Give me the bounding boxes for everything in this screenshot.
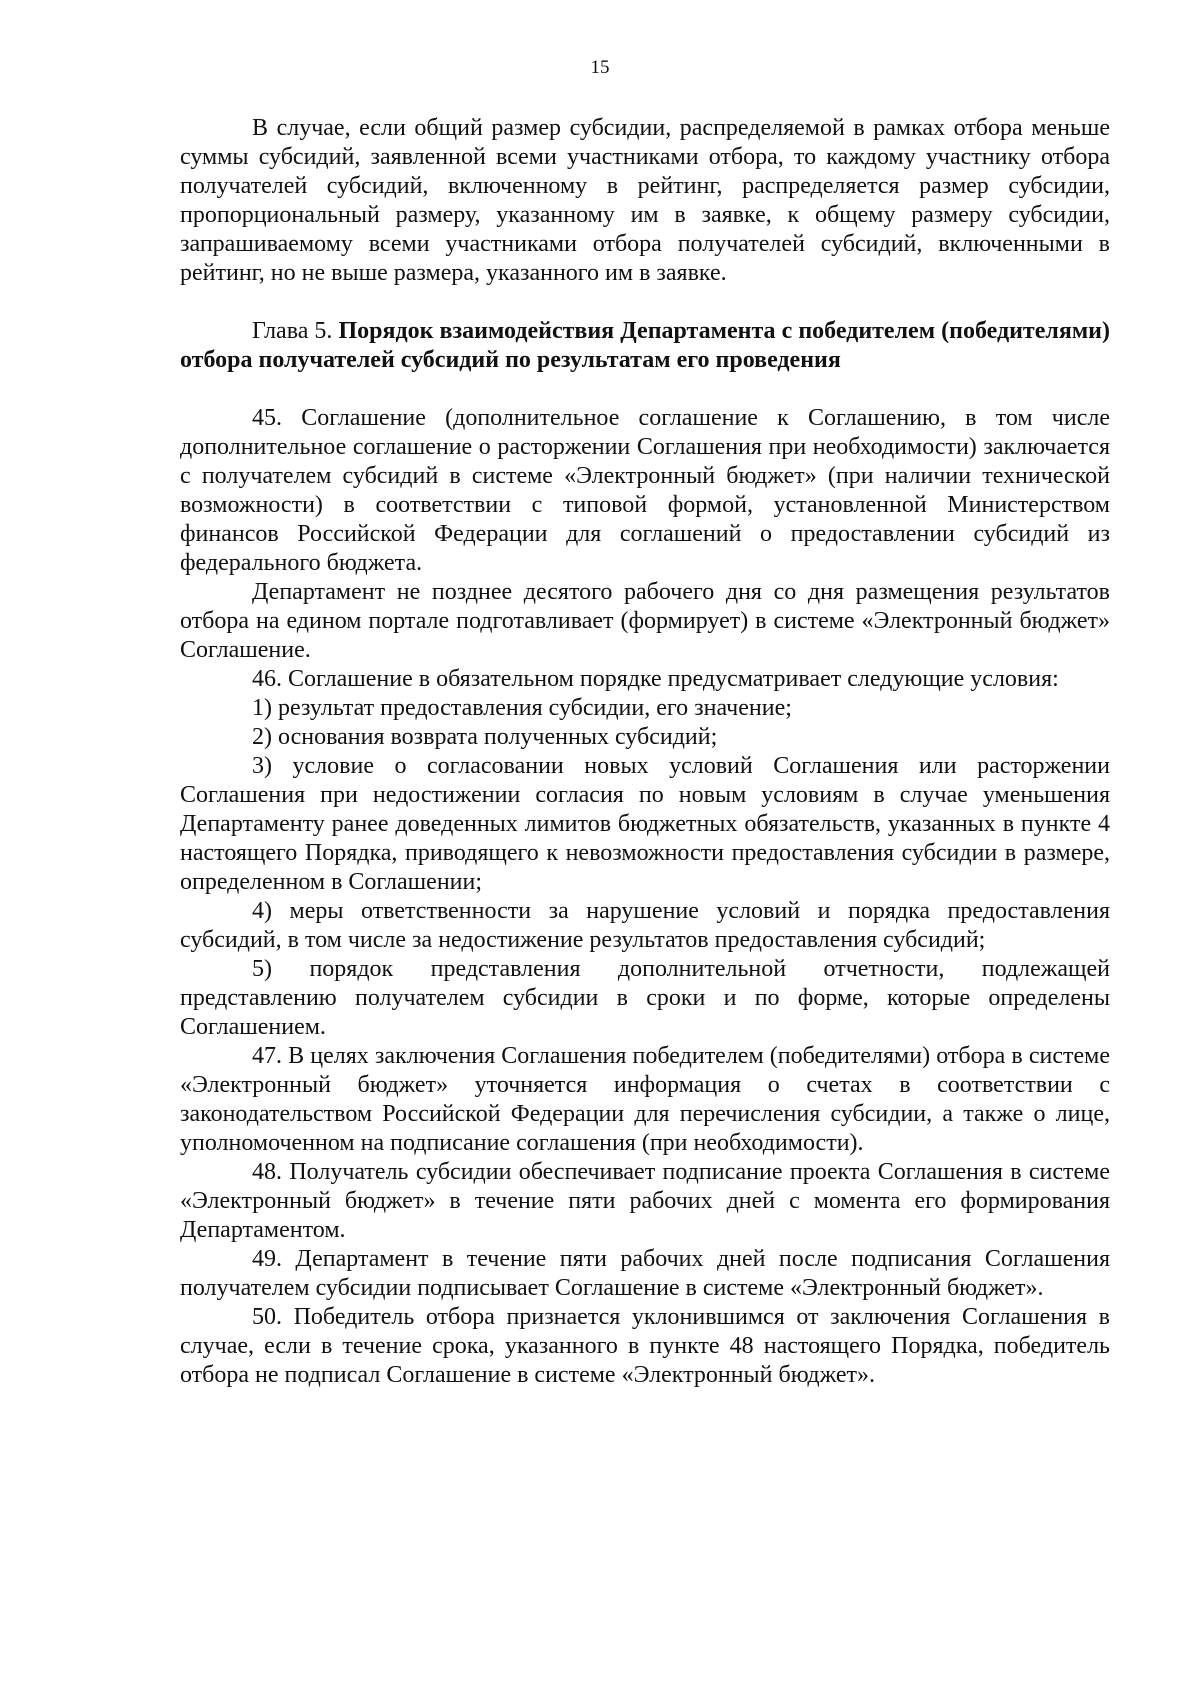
paragraph-50: 50. Победитель отбора признается уклонившимся от заключения Соглашения в случае, если в течение срока, указанного в пункте 48 настоящего Порядка, победитель отбора не подписал Соглашение в системе «Электронный бюджет». (180, 1304, 1110, 1388)
paragraph-47: 47. В целях заключения Соглашения победителем (победителями) отбора в системе «Электронный бюджет» уточняется информация о счетах в соответствии с законодательством Российской Федерации для перечисления субсидии, а также о лице, уполномоченном на подписание соглашения (при необходимости). (180, 1043, 1110, 1156)
paragraph-intro: В случае, если общий размер субсидии, распределяемой в рамках отбора меньше суммы субсидий, заявленной всеми участниками отбора, то каждому участнику отбора получателей субсидий, включенному в рейтинг, распределяется размер субсидии, пропорциональный размеру, указанному им в заявке, к общему размеру субсидии, запрашиваемому всеми участниками отбора получателей субсидий, включенными в рейтинг, но не выше размера, указанного им в заявке. (180, 115, 1110, 286)
paragraph-46: 46. Соглашение в обязательном порядке предусматривает следующие условия: (252, 666, 1059, 692)
list-item-46-1: 1) результат предоставления субсидии, его значение; (252, 695, 792, 721)
chapter-prefix: Глава 5. (252, 318, 339, 344)
chapter-heading (180, 317, 1110, 375)
list-item-46-5: 5) порядок представления дополнительной отчетности, подлежащей представлению получателем субсидии в сроки и по форме, которые определены Соглашением. (180, 956, 1110, 1040)
page-number: 15 (590, 57, 610, 78)
paragraph-45: 45. Соглашение (дополнительное соглашение к Соглашению, в том числе дополнительное соглашение о расторжении Соглашения при необходимости) заключается с получателем субсидий в системе «Электронный бюджет» (при наличии технической возможности) в соответствии с типовой формой, установленной Министерством финансов Российской Федерации для соглашений о предоставлении субсидий из федерального бюджета. (180, 405, 1110, 576)
paragraph-45-2: Департамент не позднее десятого рабочего дня со дня размещения результатов отбора на едином портале подготавливает (формирует) в системе «Электронный бюджет» Соглашение. (180, 579, 1110, 663)
document-body (180, 114, 1110, 1390)
paragraph-49: 49. Департамент в течение пяти рабочих дней после подписания Соглашения получателем субсидии подписывает Соглашение в системе «Электронный бюджет». (180, 1246, 1110, 1301)
chapter-title: Порядок взаимодействия Департамента с победителем (победителями) отбора получателей субсидий по результатам его проведения (180, 318, 1110, 373)
list-item-46-3: 3) условие о согласовании новых условий Соглашения или расторжении Соглашения при недостижении согласия по новым условиям в случае уменьшения Департаменту ранее доведенных лимитов бюджетных обязательств, указанных в пункте 4 настоящего Порядка, приводящего к невозможности предоставления субсидии в размере, определенном в Соглашении; (180, 753, 1110, 895)
paragraph-48: 48. Получатель субсидии обеспечивает подписание проекта Соглашения в системе «Электронный бюджет» в течение пяти рабочих дней с момента его формирования Департаментом. (180, 1159, 1110, 1243)
list-item-46-2: 2) основания возврата полученных субсидий; (252, 724, 718, 750)
list-item-46-4: 4) меры ответственности за нарушение условий и порядка предоставления субсидий, в том числе за недостижение результатов предоставления субсидий; (180, 898, 1110, 953)
